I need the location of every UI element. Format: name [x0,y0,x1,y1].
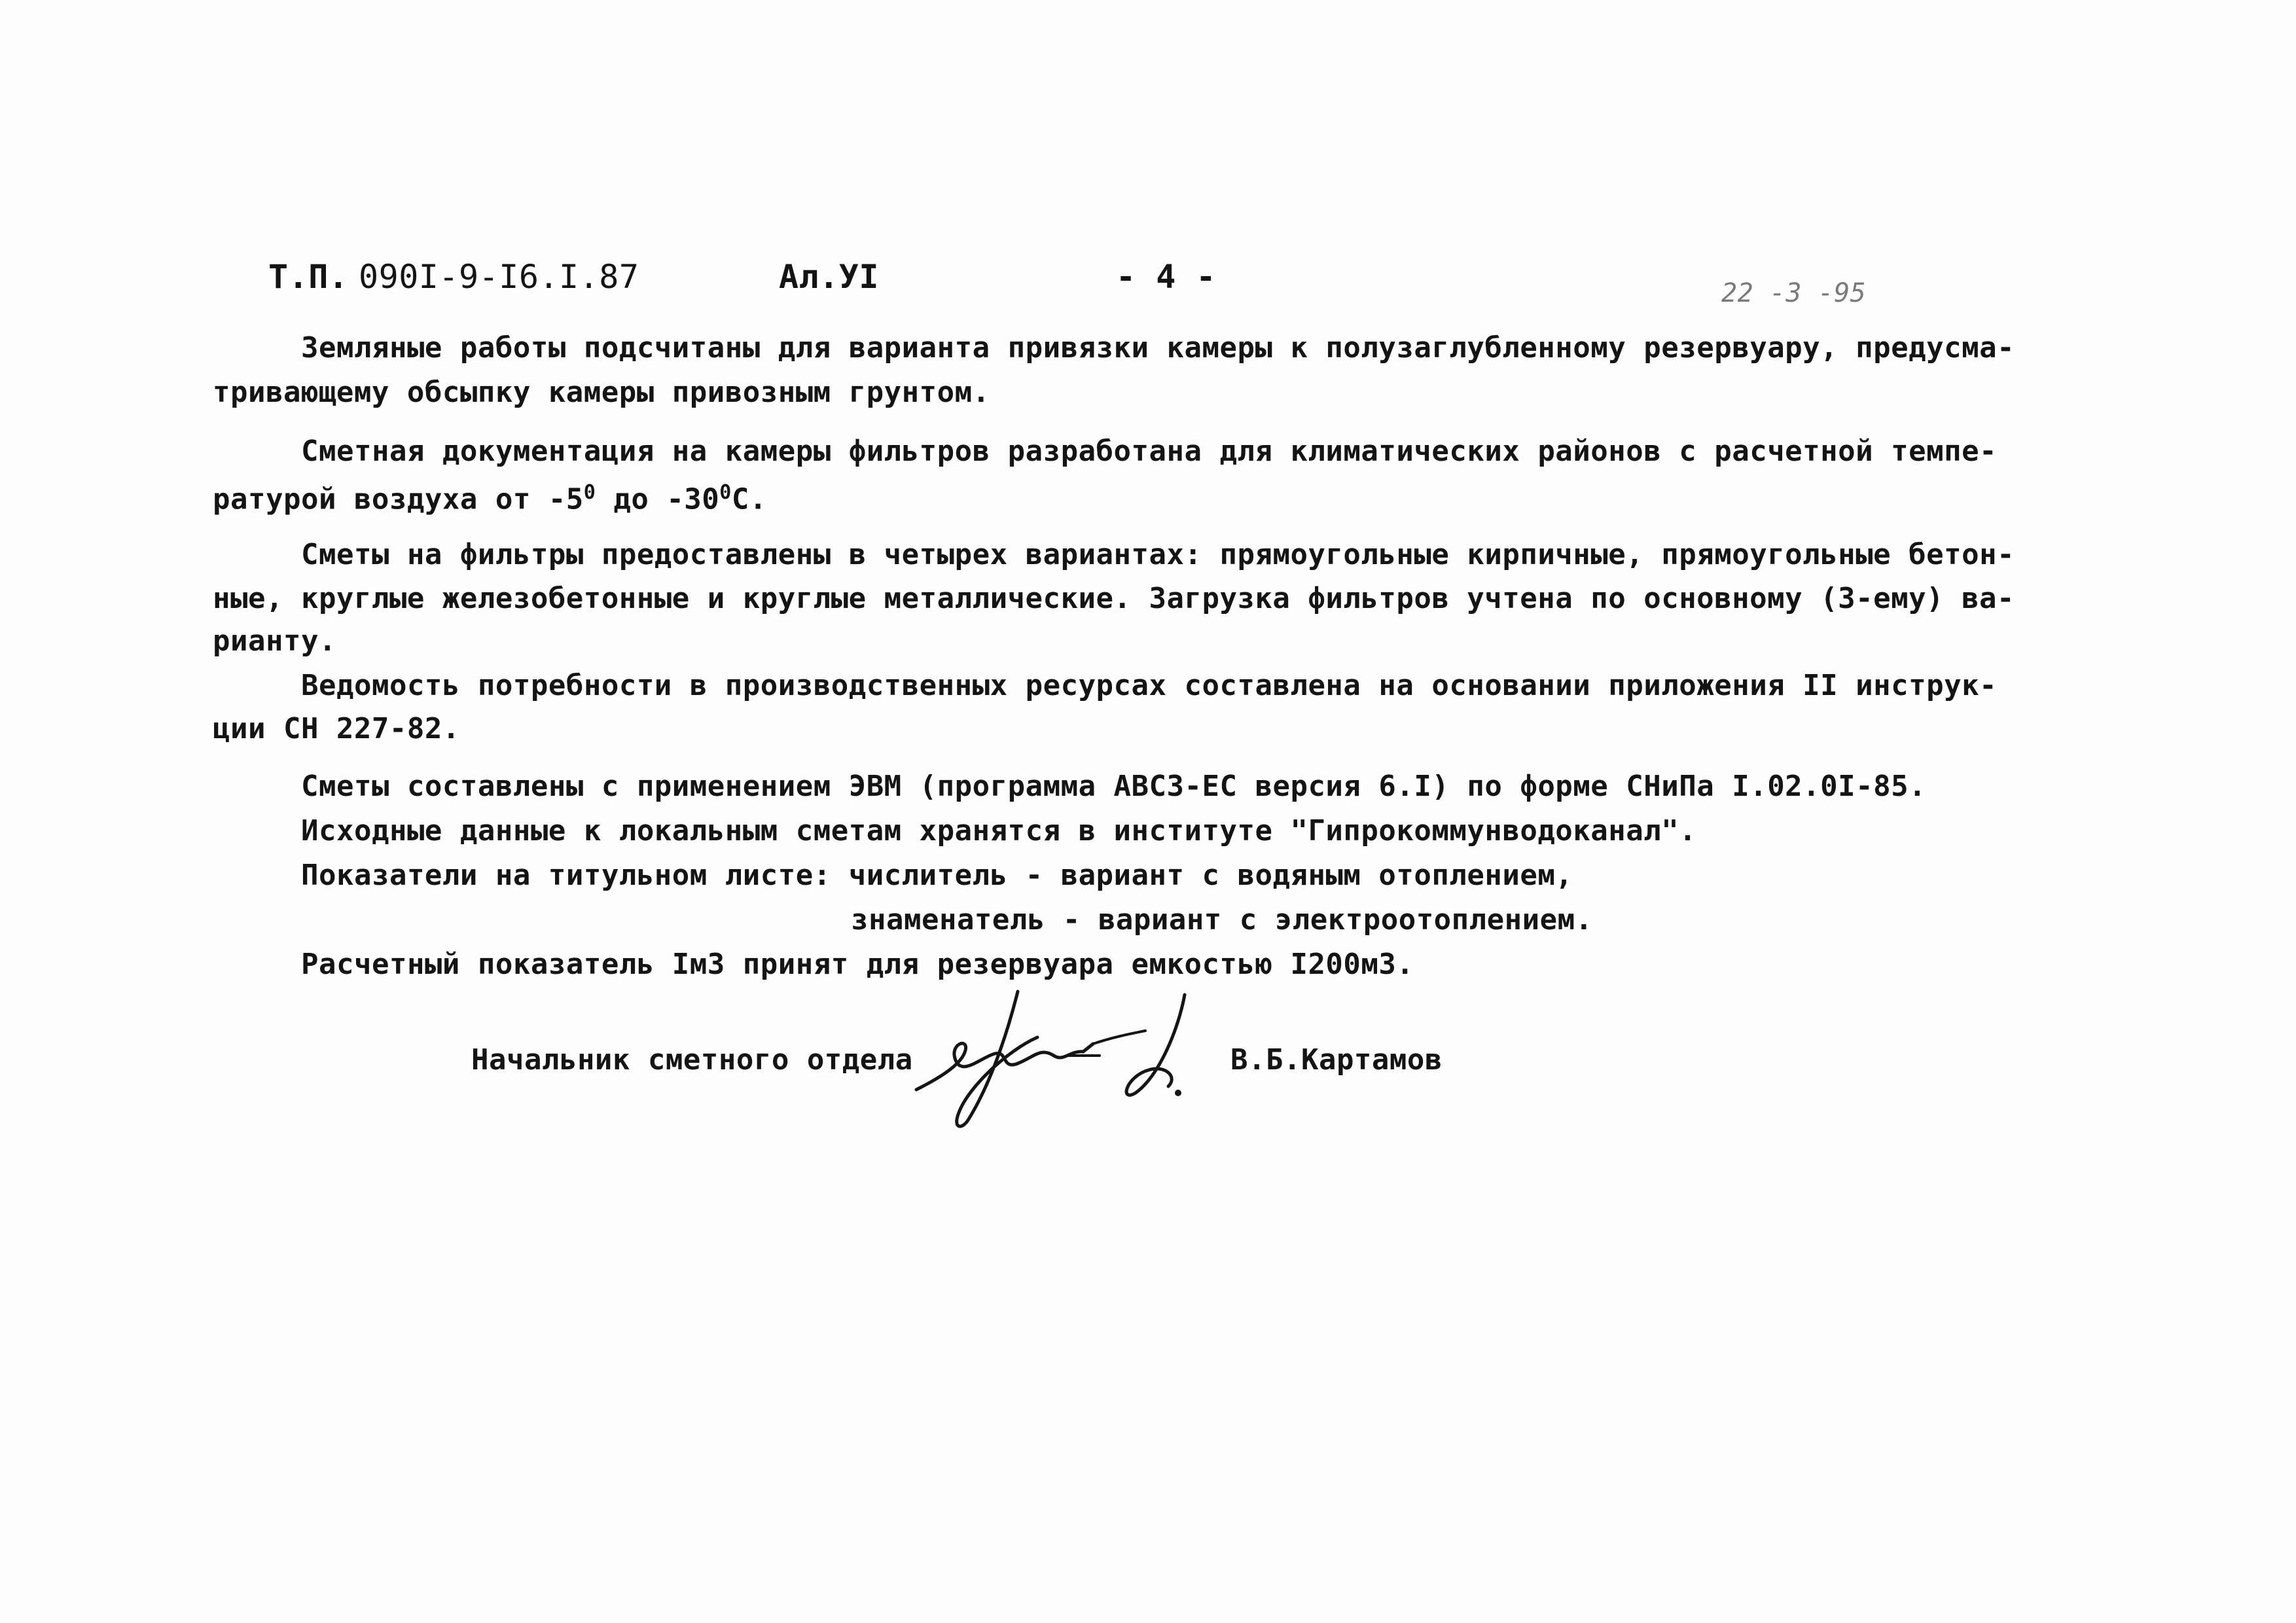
paragraph-3-line-3: рианту. [213,624,336,658]
doc-code-prefix: Т.П. [268,258,349,296]
paragraph-3-line-1: Сметы на фильтры предоставлены в четырех вариантах: прямоугольные кирпичные, прямоугольные бетон- [301,538,2015,571]
paragraph-4-line-1: Ведомость потребности в производственных ресурсах составлена на основании приложения II инструк- [301,669,1998,702]
paragraph-7-line-1: Показатели на титульном листе: числитель - вариант с водяным отоплением, [301,859,1573,892]
doc-code: 090I-9-I6.I.87 [359,258,639,296]
handwritten-date: 22 -3 -95 [1721,278,1867,308]
signatory-name: В.Б.Картамов [1230,1043,1443,1077]
paragraph-3-line-2: ные, круглые железобетонные и круглые металлические. Загрузка фильтров учтена по основному (3-ему) ва- [213,582,2015,615]
paragraph-4-line-2: ции СН 227-82. [213,712,460,745]
paragraph-5: Сметы составлены с применением ЭВМ (программа АВСЗ-ЕС версия 6.I) по форме СНиПа I.02.0I-85. [301,770,1927,803]
paragraph-1-line-1: Земляные работы подсчитаны для варианта привязки камеры к полузаглубленному резервуару, предусма- [301,331,2015,365]
paragraph-8: Расчетный показатель Iм3 принят для резервуара емкостью I200м3. [301,948,1414,981]
paragraph-7-line-2: знаменатель - вариант с электроотоплением. [851,903,1593,936]
album-label: Ал.УI [779,258,880,296]
paragraph-1-line-2: тривающему обсыпку камеры привозным грунтом. [213,376,990,409]
paragraph-6: Исходные данные к локальным сметам хранятся в институте "Гипрокоммунводоканал". [301,814,1697,847]
page-number: - 4 - [1116,258,1217,296]
paragraph-2-line-2: ратурой воздуха от $-5^0$ до $-30^0С$. [213,481,767,516]
signatory-title: Начальник сметного отдела [471,1043,913,1077]
paragraph-2-line-1: Сметная документация на камеры фильтров разработана для климатических районов с расчетной темпе- [301,435,1998,468]
signature-image [903,978,1191,1135]
